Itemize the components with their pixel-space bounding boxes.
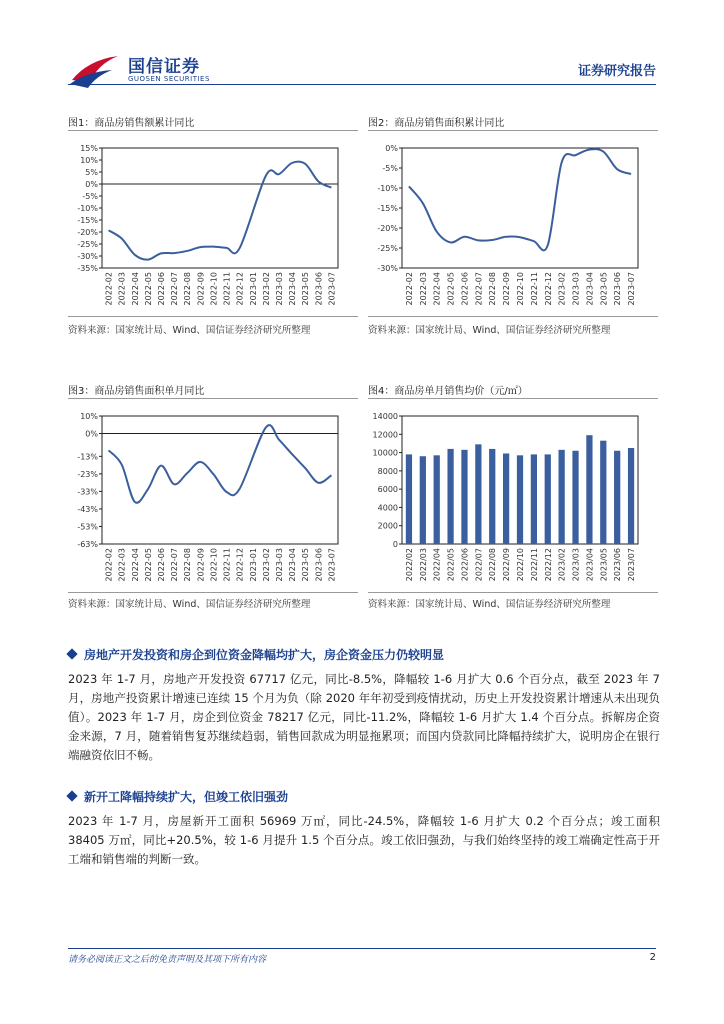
chart-monthly-average-price xyxy=(368,408,648,586)
y-tick-label: 6000 xyxy=(377,485,398,495)
figure-2-title: 图2：商品房销售面积累计同比 xyxy=(368,118,505,129)
x-tick-label: 2023-01 xyxy=(248,272,258,306)
x-tick-label: 2023-06 xyxy=(314,548,324,582)
figure-4-title: 图4：商品房单月销售均价（元/㎡） xyxy=(368,386,528,397)
x-tick-label: 2022/02 xyxy=(404,548,414,582)
x-tick-label: 2023/02 xyxy=(557,548,567,582)
y-tick-label: -33% xyxy=(77,487,98,497)
y-tick-label: 0% xyxy=(85,429,98,439)
bar xyxy=(600,441,606,544)
x-tick-label: 2023-03 xyxy=(571,272,581,306)
x-tick-label: 2022-07 xyxy=(474,272,484,306)
y-tick-label: -53% xyxy=(77,522,98,532)
figure-2-rule xyxy=(368,130,658,131)
x-tick-label: 2023-07 xyxy=(627,272,637,306)
chart-sales-amount-cumulative-yoy xyxy=(68,140,348,310)
x-tick-label: 2022/05 xyxy=(446,548,456,582)
x-tick-label: 2022-08 xyxy=(183,548,193,582)
x-tick-label: 2023-01 xyxy=(248,548,258,582)
x-tick-label: 2023/06 xyxy=(613,548,623,582)
x-tick-label: 2022-06 xyxy=(157,272,166,306)
x-tick-label: 2022-02 xyxy=(104,272,114,306)
section-2-heading-text: 新开工降幅持续扩大，但竣工依旧强劲 xyxy=(84,790,289,804)
logo-name: 国信证券 xyxy=(128,57,200,77)
bar xyxy=(586,435,592,544)
x-tick-label: 2023-02 xyxy=(557,272,567,306)
y-tick-label: 10% xyxy=(80,412,98,421)
x-tick-label: 2022/07 xyxy=(474,548,484,582)
x-tick-label: 2023-03 xyxy=(275,548,284,582)
x-tick-label: 2022-08 xyxy=(183,272,193,306)
y-tick-label: -25% xyxy=(377,244,398,253)
y-tick-label: -63% xyxy=(77,540,98,549)
plot-frame xyxy=(102,416,338,544)
figure-2-source: 资料来源：国家统计局、Wind、国信证券经济研究所整理 xyxy=(368,325,611,336)
x-tick-label: 2023/03 xyxy=(571,548,581,582)
y-tick-label: 10% xyxy=(80,156,98,165)
figure-2-bottom-rule xyxy=(368,316,658,317)
chart-sales-area-monthly-yoy xyxy=(68,408,348,586)
bar xyxy=(489,449,495,544)
y-tick-label: 5% xyxy=(85,168,98,177)
x-tick-label: 2023/04 xyxy=(585,548,595,582)
y-tick-label: -30% xyxy=(77,252,98,261)
x-tick-label: 2023/07 xyxy=(627,548,637,582)
x-tick-label: 2023/05 xyxy=(599,548,609,582)
footer-divider xyxy=(68,948,656,949)
x-tick-label: 2023-07 xyxy=(327,548,337,582)
section-1-body: 2023 年 1-7 月，房地产开发投资 67717 亿元，同比-8.5%，降幅较 1-6 月扩大 0.6 个百分点，截至 2023 年 7 月，房地产投资累计增速已连续 15 个月为负（除 2020 年年初受到疫情扰动，历史上开发投资累计增速从未出现负值）。2023 年 1-7 月，房企到位资金 78217 亿元，同比-11.2%，降幅较 1-6 月扩大 1.4 个百分点。拆解房企资金来源，7 月，随着销售复苏继续趋弱，销售回款成为明显拖累项；而国内贷款同比降幅持续扩大，说明房企在银行端融资依旧不畅。 xyxy=(68,672,660,762)
series-line xyxy=(109,162,332,260)
diamond-bullet-icon xyxy=(66,790,77,801)
bar xyxy=(628,448,634,544)
y-tick-label: 0% xyxy=(385,144,398,153)
y-tick-label: 2000 xyxy=(377,521,398,531)
y-tick-label: 15% xyxy=(80,144,98,153)
bar xyxy=(531,454,537,544)
bar xyxy=(517,455,523,544)
bar xyxy=(545,454,551,544)
bar xyxy=(406,454,412,544)
plot-frame xyxy=(402,148,638,268)
x-tick-label: 2022/10 xyxy=(516,548,525,582)
x-tick-label: 2022-09 xyxy=(196,272,206,306)
figure-3-rule xyxy=(68,398,358,399)
series-line xyxy=(109,425,332,503)
x-tick-label: 2022/09 xyxy=(502,548,512,582)
x-tick-label: 2023-06 xyxy=(314,272,324,306)
y-tick-label: -10% xyxy=(377,184,398,193)
y-tick-label: 10000 xyxy=(372,448,398,458)
y-tick-label: 0% xyxy=(85,180,98,189)
x-tick-label: 2022-12 xyxy=(235,548,245,582)
y-tick-label: 4000 xyxy=(377,503,398,513)
y-tick-label: 8000 xyxy=(377,466,398,476)
x-tick-label: 2023-03 xyxy=(275,272,284,306)
x-tick-label: 2022/08 xyxy=(488,548,498,582)
figure-1-bottom-rule xyxy=(68,316,358,317)
bar xyxy=(572,451,578,544)
bar xyxy=(559,450,565,544)
report-type: 证券研究报告 xyxy=(577,64,656,79)
figure-3-title: 图3：商品房销售面积单月同比 xyxy=(68,386,205,397)
x-tick-label: 2023-05 xyxy=(301,272,311,306)
x-tick-label: 2022-04 xyxy=(130,548,140,582)
y-tick-label: -10% xyxy=(77,204,98,213)
x-tick-label: 2022-12 xyxy=(543,272,553,306)
chart-sales-area-cumulative-yoy xyxy=(368,140,648,310)
x-tick-label: 2023-04 xyxy=(288,272,298,306)
section-1-heading-text: 房地产开发投资和房企到位资金降幅均扩大，房企资金压力仍较明显 xyxy=(84,648,445,662)
x-tick-label: 2023-07 xyxy=(327,272,337,306)
y-tick-label: 12000 xyxy=(372,430,398,440)
x-tick-label: 2022-03 xyxy=(418,272,428,306)
bar xyxy=(475,444,481,544)
bar xyxy=(461,450,467,544)
y-tick-label: -5% xyxy=(382,164,398,173)
x-tick-label: 2022-06 xyxy=(157,548,166,582)
figure-4-bottom-rule xyxy=(368,592,658,593)
x-tick-label: 2022/06 xyxy=(460,548,470,582)
section-2-heading xyxy=(68,788,288,805)
figure-1-title: 图1：商品房销售额累计同比 xyxy=(68,118,195,129)
y-tick-label: -30% xyxy=(377,264,398,273)
x-tick-label: 2022-03 xyxy=(117,548,127,582)
x-tick-label: 2023-02 xyxy=(261,548,271,582)
figure-4-rule xyxy=(368,398,658,399)
section-2-body: 2023 年 1-7 月，房屋新开工面积 56969 万㎡，同比-24.5%，降幅较 1-6 月扩大 0.2 个百分点；竣工面积 38405 万㎡，同比+20.5%，较 1-6 月提升 1.5 个百分点。竣工依旧强劲，与我们始终坚持的竣工端确定性高于开工端和销售端的判断一致。 xyxy=(68,814,660,866)
x-tick-label: 2022-11 xyxy=(222,548,232,582)
x-tick-label: 2022/11 xyxy=(529,548,539,582)
x-tick-label: 2022-04 xyxy=(130,272,140,306)
diamond-bullet-icon xyxy=(66,648,77,659)
x-tick-label: 2022-12 xyxy=(235,272,245,306)
x-tick-label: 2022/12 xyxy=(543,548,553,582)
x-tick-label: 2022-05 xyxy=(143,272,153,306)
x-tick-label: 2023-05 xyxy=(599,272,609,306)
y-tick-label: -43% xyxy=(77,504,98,514)
bar xyxy=(420,456,426,544)
x-tick-label: 2023-04 xyxy=(288,548,298,582)
x-tick-label: 2022-11 xyxy=(222,272,232,306)
figure-1-rule xyxy=(68,130,358,131)
y-tick-label: -15% xyxy=(77,216,98,225)
logo-english-name: GUOSEN SECURITIES xyxy=(128,75,210,83)
y-tick-label: 14000 xyxy=(372,412,398,421)
x-tick-label: 2023-06 xyxy=(613,272,623,306)
bar xyxy=(434,455,440,544)
y-tick-label: -13% xyxy=(77,452,98,462)
y-tick-label: -20% xyxy=(77,228,98,237)
y-tick-label: -25% xyxy=(77,240,98,249)
x-tick-label: 2022-04 xyxy=(432,272,442,306)
y-tick-label: -15% xyxy=(377,204,398,213)
bar xyxy=(503,453,509,544)
x-tick-label: 2022/04 xyxy=(432,548,442,582)
y-tick-label: 0 xyxy=(392,540,398,549)
x-tick-label: 2022-07 xyxy=(170,548,180,582)
x-tick-label: 2022-10 xyxy=(516,272,525,306)
x-tick-label: 2022-11 xyxy=(529,272,539,306)
x-tick-label: 2023-05 xyxy=(301,548,311,582)
footer-disclaimer: 请务必阅读正文之后的免责声明及其项下所有内容 xyxy=(68,955,267,965)
y-tick-label: -23% xyxy=(77,469,98,479)
bar xyxy=(447,449,453,544)
y-tick-label: -35% xyxy=(77,264,98,273)
x-tick-label: 2023-04 xyxy=(585,272,595,306)
x-tick-label: 2022-06 xyxy=(460,272,470,306)
y-tick-label: -20% xyxy=(377,224,398,233)
plot-frame xyxy=(102,148,338,268)
x-tick-label: 2022-03 xyxy=(117,272,127,306)
x-tick-label: 2022-09 xyxy=(196,548,206,582)
x-tick-label: 2022-05 xyxy=(143,548,153,582)
bar xyxy=(614,451,620,544)
figure-4-source: 资料来源：国家统计局、Wind、国信证券经济研究所整理 xyxy=(368,599,611,610)
y-tick-label: -5% xyxy=(82,192,98,201)
section-1-heading xyxy=(68,646,444,663)
x-tick-label: 2022-10 xyxy=(209,272,219,306)
figure-3-bottom-rule xyxy=(68,592,358,593)
x-tick-label: 2022/03 xyxy=(418,548,428,582)
x-tick-label: 2022-02 xyxy=(404,272,414,306)
series-line xyxy=(409,149,631,250)
x-tick-label: 2022-02 xyxy=(104,548,114,582)
x-tick-label: 2022-08 xyxy=(488,272,498,306)
figure-1-source: 资料来源：国家统计局、Wind、国信证券经济研究所整理 xyxy=(68,325,311,336)
x-tick-label: 2023-02 xyxy=(261,272,271,306)
figure-3-source: 资料来源：国家统计局、Wind、国信证券经济研究所整理 xyxy=(68,599,311,610)
x-tick-label: 2022-07 xyxy=(170,272,180,306)
page-number: 2 xyxy=(649,952,656,963)
x-tick-label: 2022-05 xyxy=(446,272,456,306)
x-tick-label: 2022-09 xyxy=(502,272,512,306)
header-divider xyxy=(68,84,656,85)
x-tick-label: 2022-10 xyxy=(209,548,219,582)
